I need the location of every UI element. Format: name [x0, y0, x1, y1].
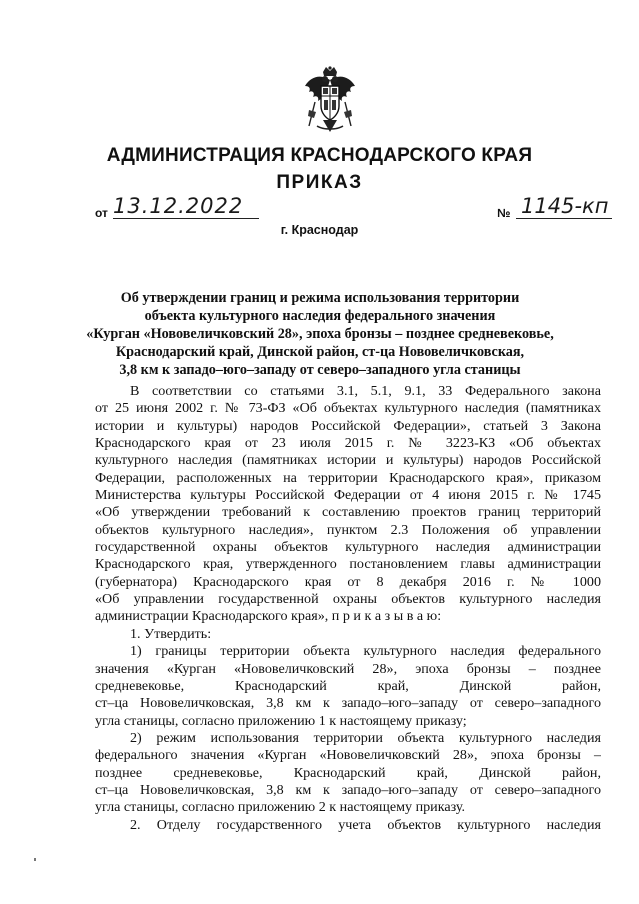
date-label: от	[95, 206, 108, 220]
body-line: угла станицы, согласно приложению 1 к настоящему приказу;	[95, 712, 467, 729]
title-line: Об утверждении границ и режима использования территории	[120, 290, 520, 306]
title-line: объекта культурного наследия федерального значения	[144, 308, 496, 324]
body-line: значения «Курган «Нововеличковский 28», эпоха бронзы – позднее	[95, 660, 601, 677]
organization-name: АДМИНИСТРАЦИЯ КРАСНОДАРСКОГО КРАЯ	[106, 145, 533, 166]
handwritten-date: 13.12.2022	[113, 194, 244, 218]
body-line: позднее средневековье, Краснодарский край, Динской район,	[95, 764, 601, 781]
body-line: культурного наследия (памятниках истории и культуры) народов Российской	[95, 452, 601, 469]
body-line: истории и культуры) народов Российской Федерации», статьей 3 Закона	[95, 417, 601, 434]
document-type: ПРИКАЗ	[276, 172, 363, 193]
body-line: 2. Отделу государственного учета объектов культурного наследия	[130, 816, 601, 833]
body-line: Министерства культуры Российской Федерации от 4 июня 2015 г. № 1745	[95, 487, 601, 504]
body-line: Краснодарского края от 23 июля 2015 г. № 3223-КЗ «Об объектах	[95, 435, 601, 452]
coat-of-arms-icon	[301, 66, 359, 134]
title-line: Краснодарский край, Динской район, ст-ца Нововеличковская,	[115, 344, 525, 360]
body-line: государственной охраны объектов культурного наследия администрации	[95, 539, 601, 556]
document-body	[95, 383, 601, 834]
body-line: (губернатора) Краснодарского края от 8 декабря 2016 г. № 1000	[95, 573, 601, 590]
title-line: «Курган «Нововеличковский 28», эпоха бронзы – позднее средневековье,	[86, 326, 554, 342]
body-line: объектов культурного наследия», пунктом 2.3 Положения об управлении	[95, 521, 601, 538]
body-line: ст–ца Нововеличковская, 3,8 км к западо–юго–западу от северо–западного	[95, 781, 601, 798]
scan-speck	[34, 858, 36, 861]
title-line: 3,8 км к западо–юго–западу от северо–западного угла станицы	[119, 362, 521, 378]
body-line: Федерации, расположенных на территории Краснодарского края», приказом	[95, 469, 601, 486]
number-underline	[516, 218, 612, 219]
date-underline	[113, 218, 259, 219]
city: г. Краснодар	[280, 223, 359, 237]
body-line: В соответствии со статьями 3.1, 5.1, 9.1, 33 Федерального закона	[130, 383, 601, 399]
body-line: 1) границы территории объекта культурного наследия федерального	[130, 643, 601, 660]
body-line: от 25 июня 2002 г. № 73-ФЗ «Об объектах культурного наследия (памятниках	[95, 400, 601, 417]
body-line: Краснодарского края, утвержденного постановлением главы администрации	[95, 556, 601, 573]
body-line: средневековье, Краснодарский край, Динской район,	[95, 677, 601, 694]
handwritten-number: 1145-кп	[521, 194, 609, 218]
body-line: угла станицы, согласно приложению 2 к настоящему приказу.	[95, 799, 466, 816]
body-line: ст–ца Нововеличковская, 3,8 км к западо–юго–западу от северо–западного	[95, 695, 601, 712]
body-line: «Об управлении государственной охраны объектов культурного наследия	[95, 591, 601, 608]
body-line: «Об утверждении требований к составлению проектов границ территорий	[95, 504, 601, 521]
number-label: №	[497, 206, 511, 220]
body-line: 1. Утвердить:	[130, 625, 212, 642]
body-line: 2) режим использования территории объекта культурного наследия	[130, 729, 601, 746]
body-line: федерального значения «Курган «Нововеличковский 28», эпоха бронзы –	[95, 747, 601, 764]
body-line: администрации Краснодарского края», п р и к а з ы в а ю:	[95, 608, 442, 625]
document-title	[60, 289, 580, 379]
